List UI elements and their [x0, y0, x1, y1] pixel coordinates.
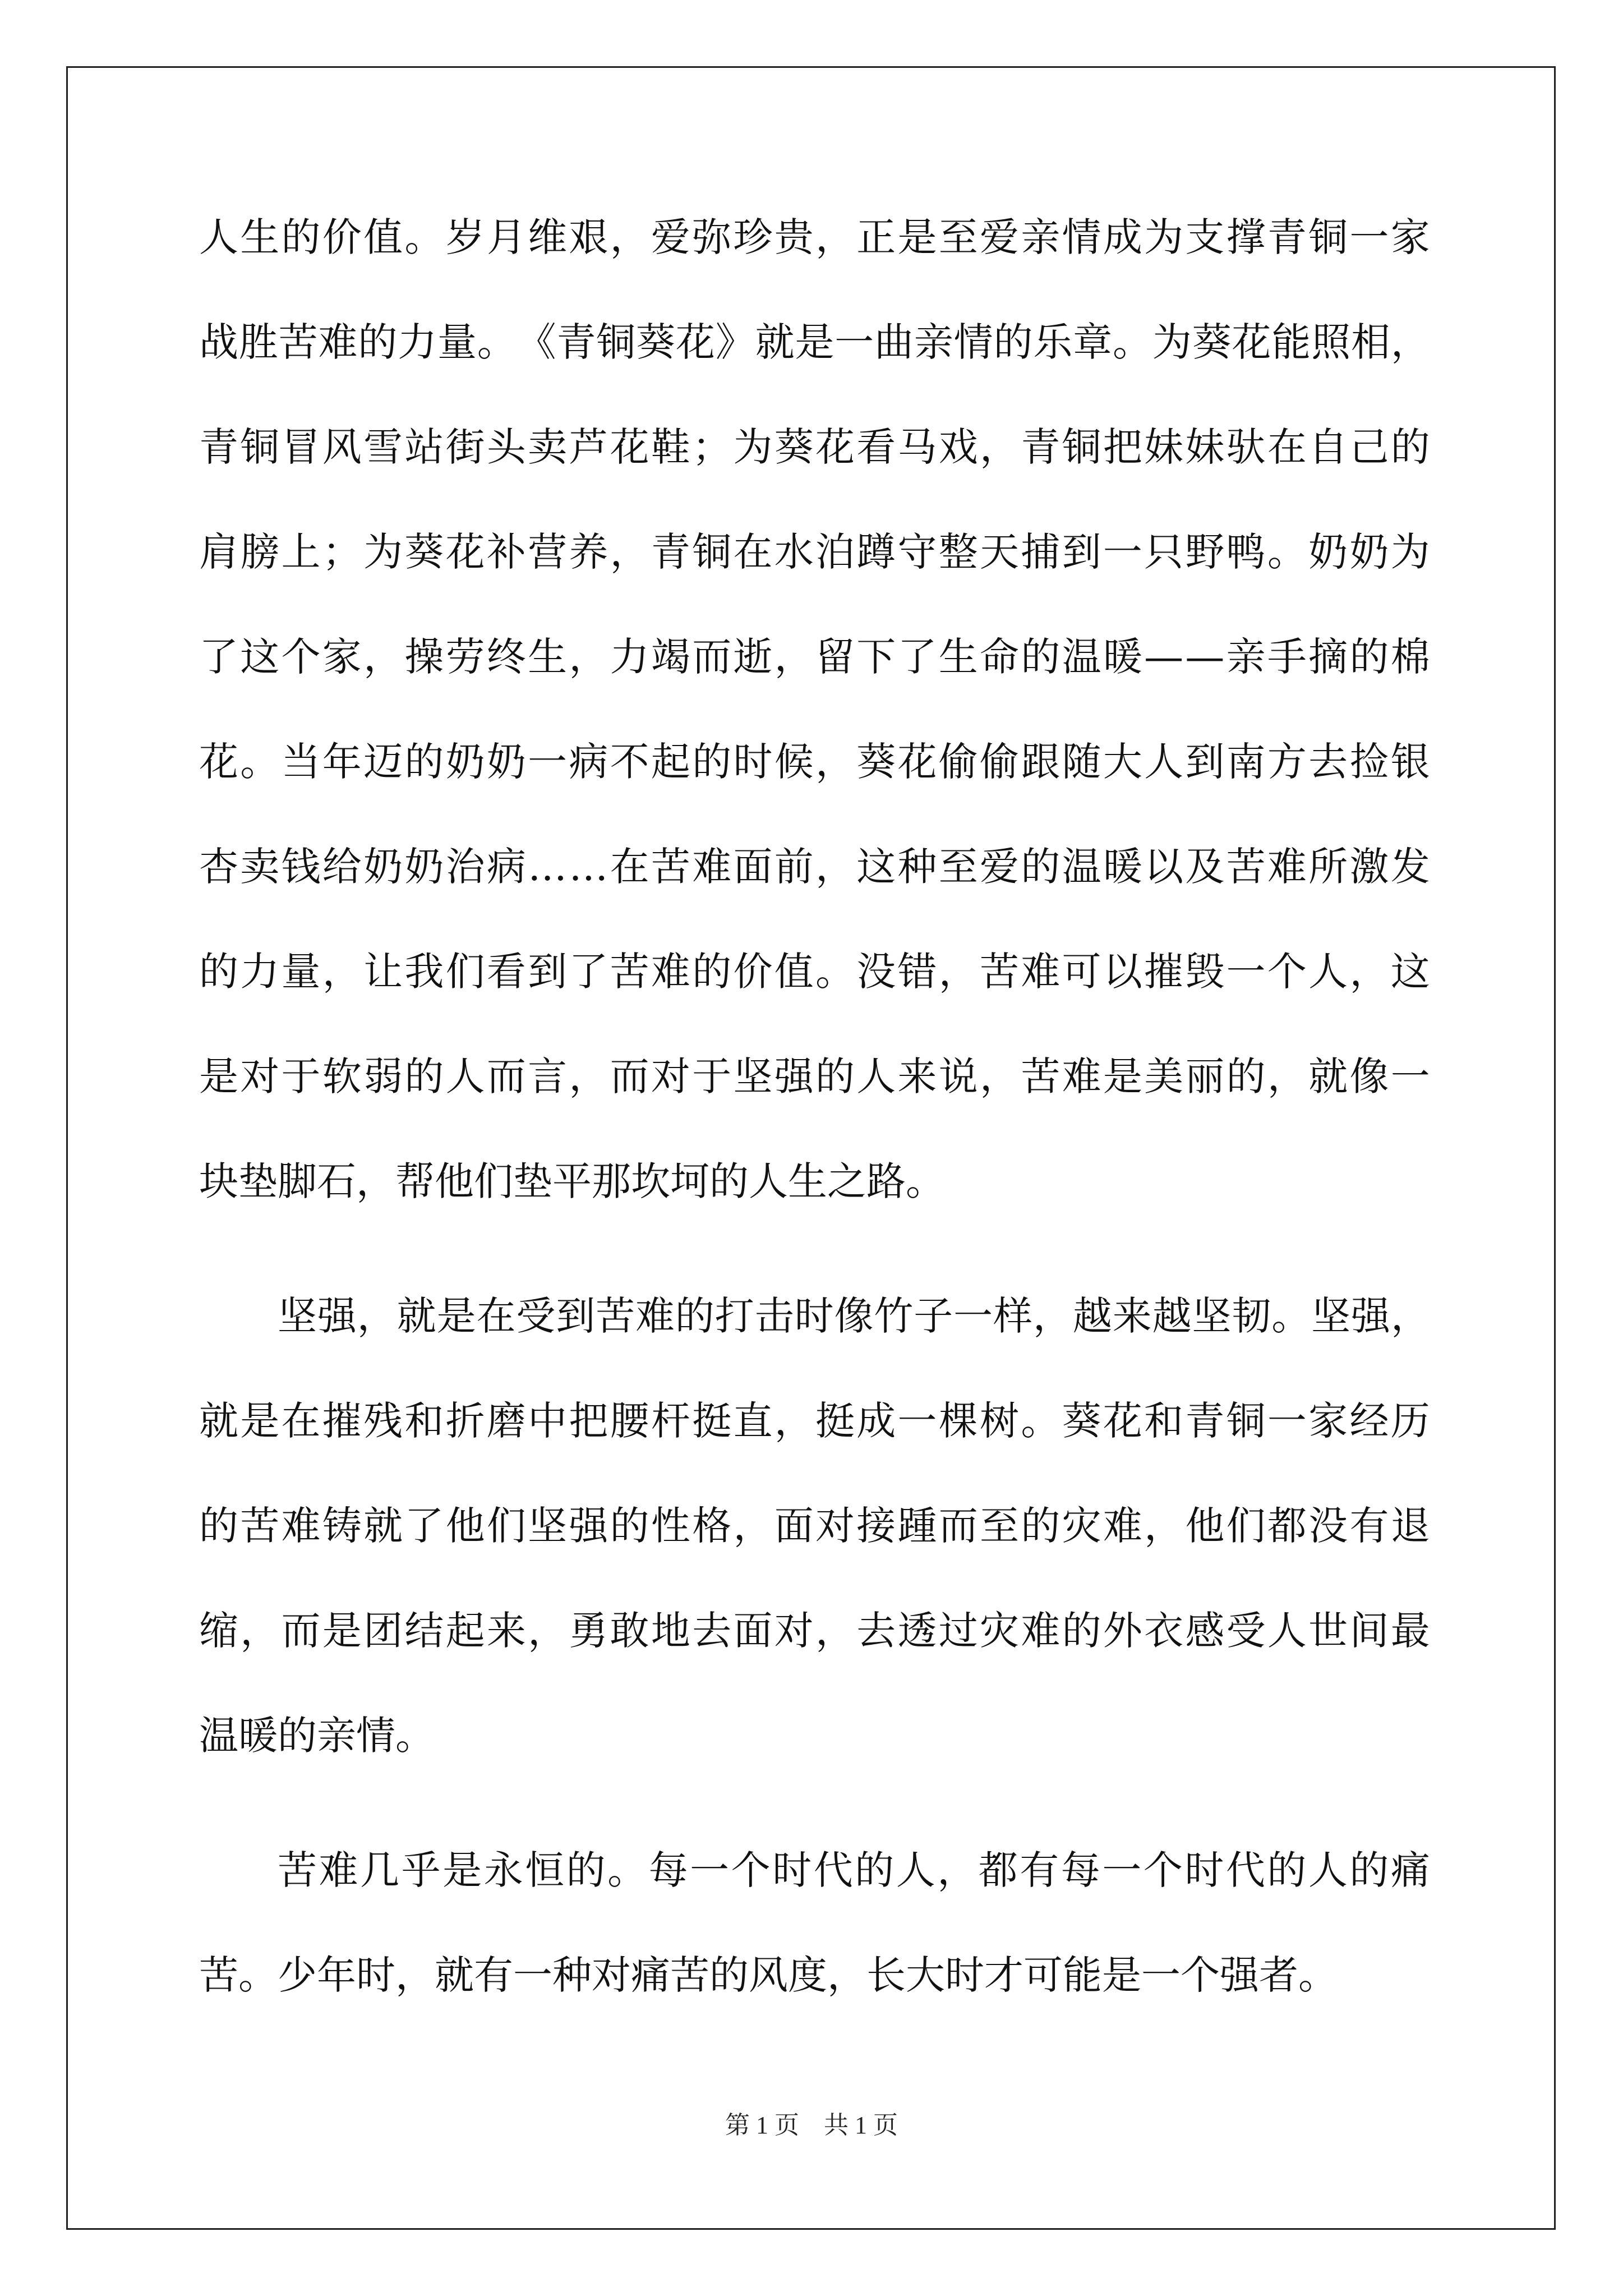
paragraph: [199, 214, 1430, 1267]
text-line: 青 铜 冒 风 雪 站 街 头 卖 芦 花 鞋 ； 为 葵 花 看 马 戏 ， 青 铜 把 妹 妹 驮 在 自 己 的: [199, 424, 1430, 470]
text-line: 战 胜 苦 难 的 力 量 。 《 青 铜 葵 花 》 就 是 一 曲 亲 情 的 乐 章 。 为 葵 花 能 照 相 ，: [199, 319, 1430, 365]
document-body: [199, 214, 1430, 2060]
text-line: 的 力 量 ， 让 我 们 看 到 了 苦 难 的 价 值 。 没 错 ， 苦 难 可 以 摧 毁 一 个 人 ， 这: [199, 949, 1430, 995]
page-number: 第 1 页: [725, 2111, 799, 2139]
paragraph: [199, 1847, 1430, 2060]
text-line: 块 垫 脚 石 ， 帮 他 们 垫 平 那 坎 坷 的 人 生 之 路 。: [199, 1158, 945, 1204]
page-footer: [0, 2113, 1623, 2138]
text-line: 了 这 个 家 ， 操 劳 终 生 ， 力 竭 而 逝 ， 留 下 了 生 命 的 温 暖 — — 亲 手 摘 的 棉: [199, 634, 1430, 680]
text-line: 苦 难 几 乎 是 永 恒 的 。 每 一 个 时 代 的 人 ， 都 有 每 一 个 时 代 的 人 的 痛: [278, 1847, 1430, 1893]
text-line: 杏 卖 钱 给 奶 奶 治 病 … … 在 苦 难 面 前 ， 这 种 至 爱 的 温 暖 以 及 苦 难 所 激 发: [199, 844, 1430, 890]
paragraph-gap: [199, 1821, 1430, 1851]
text-line: 就 是 在 摧 残 和 折 磨 中 把 腰 杆 挺 直 ， 挺 成 一 棵 树 。 葵 花 和 青 铜 一 家 经 历: [199, 1398, 1430, 1444]
text-line: 苦 。 少 年 时 ， 就 有 一 种 对 痛 苦 的 风 度 ， 长 大 时 才 可 能 是 一 个 强 者 。: [199, 1952, 1338, 1998]
text-line: 是 对 于 软 弱 的 人 而 言 ， 而 对 于 坚 强 的 人 来 说 ， 苦 难 是 美 丽 的 ， 就 像 一: [199, 1053, 1430, 1099]
text-line: 花 。 当 年 迈 的 奶 奶 一 病 不 起 的 时 候 ， 葵 花 偷 偷 跟 随 大 人 到 南 方 去 捡 银: [199, 739, 1430, 785]
paragraph-gap: [199, 1267, 1430, 1296]
text-line: 的 苦 难 铸 就 了 他 们 坚 强 的 性 格 ， 面 对 接 踵 而 至 的 灾 难 ， 他 们 都 没 有 退: [199, 1503, 1430, 1549]
text-line: 缩 ， 而 是 团 结 起 来 ， 勇 敢 地 去 面 对 ， 去 透 过 灾 难 的 外 衣 感 受 人 世 间 最: [199, 1608, 1430, 1654]
text-line: 肩 膀 上 ； 为 葵 花 补 营 养 ， 青 铜 在 水 泊 蹲 守 整 天 捕 到 一 只 野 鸭 。 奶 奶 为: [199, 529, 1430, 575]
page-total: 共 1 页: [824, 2111, 898, 2139]
text-line: 坚 强 ， 就 是 在 受 到 苦 难 的 打 击 时 像 竹 子 一 样 ， 越 来 越 坚 韧 。 坚 强 ，: [278, 1293, 1430, 1339]
paragraph: [199, 1293, 1430, 1821]
text-line: 人 生 的 价 值 。 岁 月 维 艰 ， 爱 弥 珍 贵 ， 正 是 至 爱 亲 情 成 为 支 撑 青 铜 一 家: [199, 214, 1430, 260]
text-line: 温 暖 的 亲 情 。: [199, 1713, 435, 1759]
